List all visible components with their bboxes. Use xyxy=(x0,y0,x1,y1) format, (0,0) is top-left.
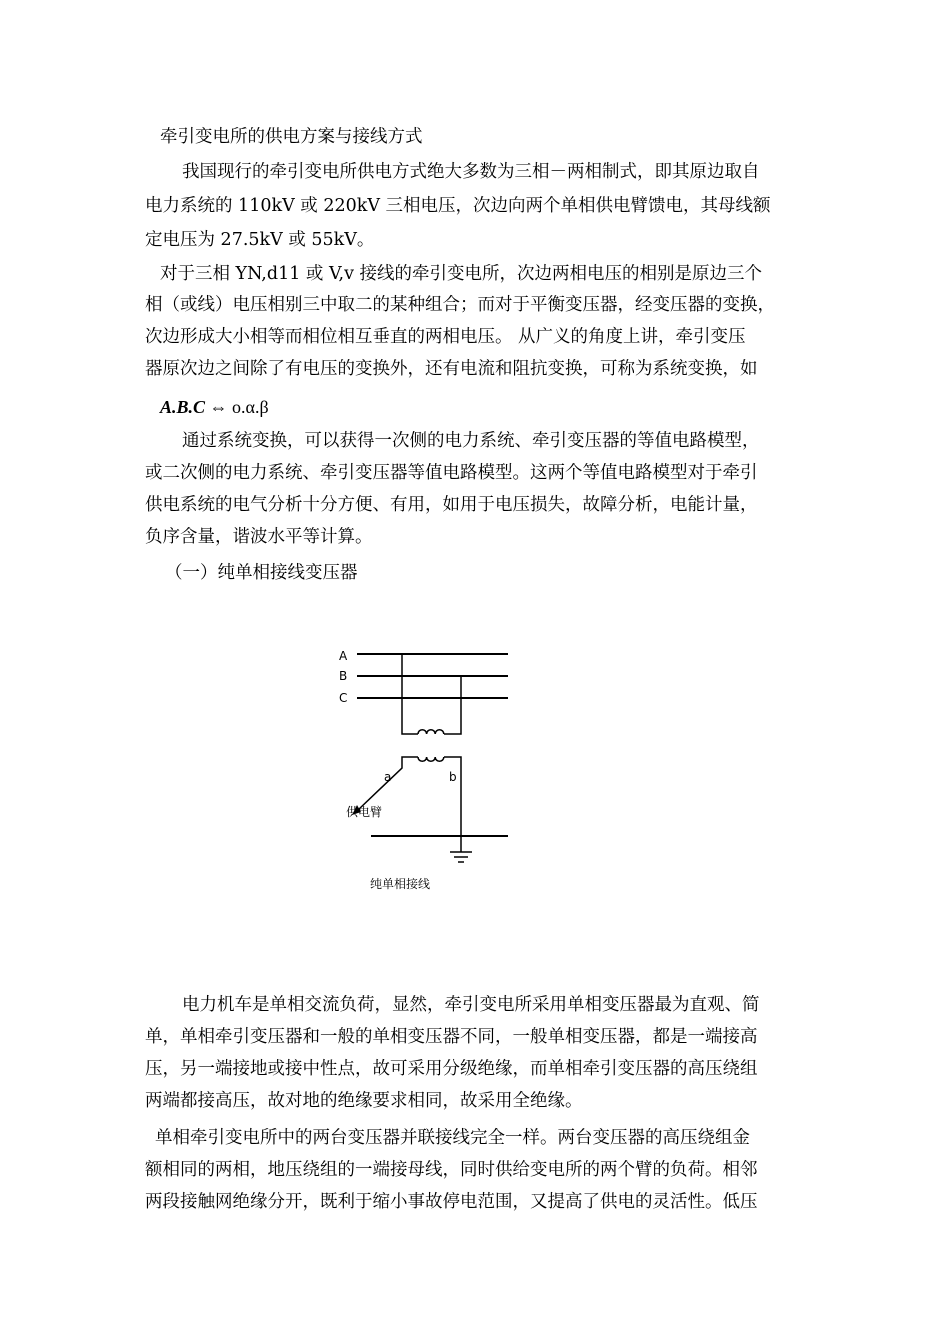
paragraph-line: 相（或线）电压相别三中取二的某种组合；而对于平衡变压器，经变压器的变换， xyxy=(145,295,775,315)
paragraph-line: 两端都接高压，故对地的绝缘要求相同，故采用全绝缘。 xyxy=(145,1091,583,1111)
figure-caption: 纯单相接线 xyxy=(370,877,431,891)
paragraph-line: 压，另一端接地或接中性点，故可采用分级绝缘，而单相牵引变压器的高压绕组 xyxy=(145,1059,758,1079)
paragraph-line: 或二次侧的电力系统、牵引变压器等值电路模型。这两个等值电路模型对于牵引 xyxy=(145,463,758,483)
paragraph-line: 定电压为 27.5kV 或 55kV。 xyxy=(145,230,375,250)
feeder-label: 供电臂 xyxy=(346,805,383,819)
paragraph-line: 供电系统的电气分析十分方便、有用，如用于电压损失，故障分析，电能计量， xyxy=(145,495,758,515)
terminal-a-label: a xyxy=(384,770,392,784)
primary-lead-right xyxy=(444,676,461,734)
paragraph-line: 单，单相牵引变压器和一般的单相变压器不同，一般单相变压器，都是一端接高 xyxy=(145,1027,758,1047)
paragraph-line: 负序含量，谐波水平等计算。 xyxy=(145,527,373,547)
secondary-coil-icon xyxy=(418,757,444,761)
paragraph-line: 对于三相 YN,d11 或 V,v 接线的牵引变电所，次边两相电压的相别是原边三个 xyxy=(160,264,763,284)
section-heading: 牵引变电所的供电方案与接线方式 xyxy=(160,127,423,147)
bus-a-label: A xyxy=(339,649,348,663)
paragraph-line: 通过系统变换，可以获得一次侧的电力系统、牵引变压器的等值电路模型， xyxy=(182,431,760,451)
paragraph-line: 额相同的两相，地压绕组的一端接母线，同时供给变电所的两个臂的负荷。相邻 xyxy=(145,1160,758,1180)
paragraph-line: 单相牵引变电所中的两台变压器并联接线完全一样。两台变压器的高压绕组金 xyxy=(155,1128,750,1148)
paragraph-line: 我国现行的牵引变电所供电方式绝大多数为三相－两相制式，即其原边取自 xyxy=(182,162,760,182)
bus-c-label: C xyxy=(339,691,348,705)
paragraph-line: 电力系统的 110kV 或 220kV 三相电压，次边向两个单相供电臂馈电，其母线额 xyxy=(145,196,771,216)
paragraph-line: 两段接触网绝缘分开，既利于缩小事故停电范围，又提高了供电的灵活性。低压 xyxy=(145,1192,758,1212)
terminal-b-label: b xyxy=(449,770,457,784)
formula-lhs: A.B.C xyxy=(160,397,206,417)
subsection-heading: （一）纯单相接线变压器 xyxy=(165,563,358,583)
formula-rhs: ⇔ o.α.β xyxy=(205,397,269,417)
primary-lead-left xyxy=(402,654,418,734)
bus-b-label: B xyxy=(339,669,348,683)
primary-coil-icon xyxy=(418,730,444,734)
transform-formula xyxy=(160,394,269,421)
single-phase-wiring-diagram xyxy=(320,640,540,900)
paragraph-line: 电力机车是单相交流负荷，显然，牵引变电所采用单相变压器最为直观、简 xyxy=(182,995,760,1015)
paragraph-line: 次边形成大小相等而相位相互垂直的两相电压。 从广义的角度上讲，牵引变压 xyxy=(145,327,746,347)
paragraph-line: 器原次边之间除了有电压的变换外，还有电流和阻抗变换，可称为系统变换，如 xyxy=(145,359,758,379)
